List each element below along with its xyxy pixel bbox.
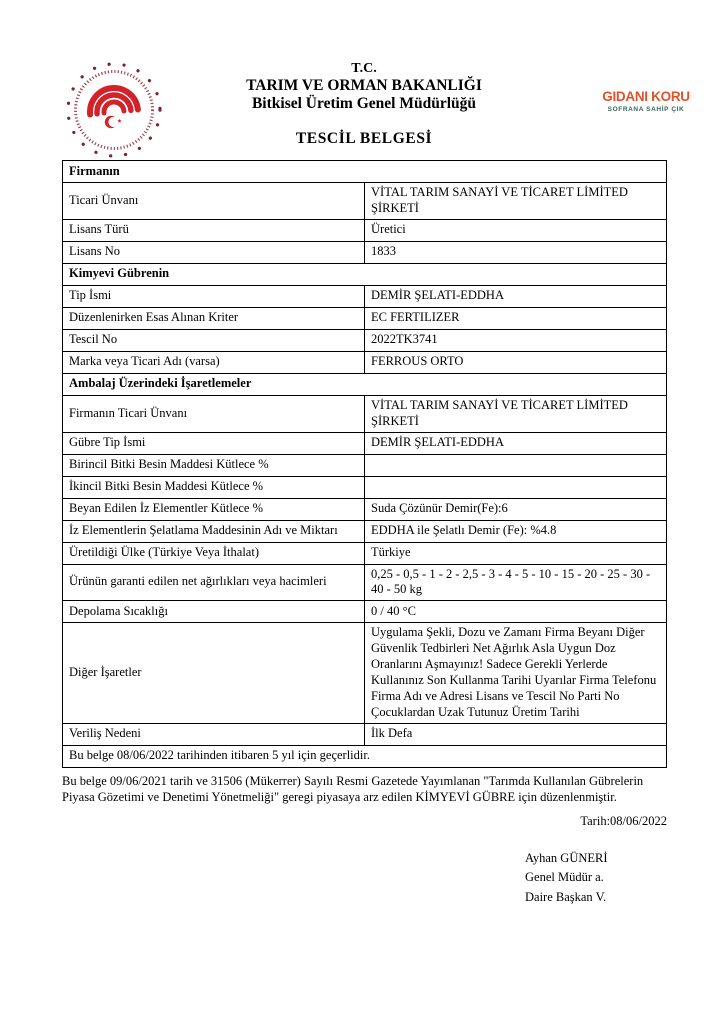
field-value: 0,25 - 0,5 - 1 - 2 - 2,5 - 3 - 4 - 5 - 10 - 15 - 20 - 25 - 30 - 40 - 50 kg [365, 564, 667, 601]
field-label: Lisans No [63, 241, 365, 263]
field-label: Diğer İşaretler [63, 623, 365, 723]
validity-note: Bu belge 08/06/2022 tarihinden itibaren 5 yıl için geçerlidir. [63, 745, 667, 767]
directorate-name: Bitkisel Üretim Genel Müdürlüğü [251, 95, 477, 112]
field-label: Tip İsmi [63, 285, 365, 307]
table-row [63, 373, 667, 395]
field-value: 0 / 40 °C [365, 601, 667, 623]
table-row [63, 476, 667, 498]
field-value: EC FERTILIZER [365, 307, 667, 329]
field-value [365, 476, 667, 498]
signatory-name: Ayhan GÜNERİ [525, 851, 608, 865]
section-header: Kimyevi Gübrenin [63, 263, 667, 285]
campaign-title: GIDANI KORU [602, 89, 690, 104]
table-row [63, 520, 667, 542]
field-label: Marka veya Ticari Adı (varsa) [63, 351, 365, 373]
field-value: 1833 [365, 241, 667, 263]
table-row [63, 241, 667, 263]
issue-date: Tarih:08/06/2022 [580, 814, 667, 828]
gidani-koru-logo [590, 90, 702, 113]
section-header: Firmanın [63, 161, 667, 183]
table-row [63, 285, 667, 307]
table-row [63, 601, 667, 623]
table-row [63, 564, 667, 601]
document-footer [62, 773, 667, 908]
field-value: FERROUS ORTO [365, 351, 667, 373]
table-row [63, 219, 667, 241]
document-title: TESCİL BELGESİ [295, 130, 433, 147]
ministry-seal-logo [64, 60, 164, 160]
signature-block [525, 849, 667, 907]
field-label: Lisans Türü [63, 219, 365, 241]
table-row [63, 263, 667, 285]
republic-abbreviation: T.C. [351, 61, 377, 76]
table-row [63, 432, 667, 454]
field-value: İlk Defa [365, 723, 667, 745]
field-label: Ticari Ünvanı [63, 183, 365, 220]
field-value: VİTAL TARIM SANAYİ VE TİCARET LİMİTED ŞİRKETİ [365, 395, 667, 432]
field-label: Birincil Bitki Besin Maddesi Kütlece % [63, 454, 365, 476]
document-header [0, 0, 728, 160]
regulation-note: Bu belge 09/06/2021 tarih ve 31506 (Mükerrer) Sayılı Resmi Gazetede Yayımlanan "Tarımda Kullanılan Gübrelerin Piyasa Gözetimi ve Denetimi Yönetmeliği" geregi piyasaya arz edilen KİMYEVİ GÜBRE için düzenlenmiştir. [62, 773, 644, 804]
field-value: Suda Çözünür Demir(Fe):6 [365, 498, 667, 520]
table-row [63, 623, 667, 723]
field-label: İkincil Bitki Besin Maddesi Kütlece % [63, 476, 365, 498]
field-value: VİTAL TARIM SANAYİ VE TİCARET LİMİTED ŞİRKETİ [365, 183, 667, 220]
campaign-subtitle: SOFRANA SAHİP ÇIK [607, 106, 685, 113]
table-row [63, 454, 667, 476]
table-row [63, 542, 667, 564]
field-value: DEMİR ŞELATI-EDDHA [365, 432, 667, 454]
ministry-name: TARIM VE ORMAN BAKANLIĞI [246, 77, 482, 94]
field-value: EDDHA ile Şelatlı Demir (Fe): %4.8 [365, 520, 667, 542]
certificate-table [62, 160, 667, 768]
table-row [63, 307, 667, 329]
field-label: Üretildiği Ülke (Türkiye Veya İthalat) [63, 542, 365, 564]
table-row [63, 183, 667, 220]
field-value: 2022TK3741 [365, 329, 667, 351]
field-label: Tescil No [63, 329, 365, 351]
table-row [63, 498, 667, 520]
field-label: Beyan Edilen İz Elementler Kütlece % [63, 498, 365, 520]
table-row [63, 329, 667, 351]
table-row [63, 351, 667, 373]
table-row [63, 723, 667, 745]
field-label: Depolama Sıcaklığı [63, 601, 365, 623]
field-label: Veriliş Nedeni [63, 723, 365, 745]
signatory-title-2: Daire Başkan V. [525, 889, 607, 904]
signatory-title-1: Genel Müdür a. [525, 870, 604, 885]
field-label: İz Elementlerin Şelatlama Maddesinin Adı ve Miktarı [63, 520, 365, 542]
field-value: Uygulama Şekli, Dozu ve Zamanı Firma Beyanı Diğer Güvenlik Tedbirleri Net Ağırlık Asla Uygun Doz Oranlarını Aşmayınız! Sadece Gerekli Yerlerde Kullanınız Son Kullanma Tarihi Uyarılar Firma Telefonu Firma Adı ve Adresi Lisans ve Tescil No Parti No Çocuklardan Uzak Tutunuz Üretim Tarihi [365, 623, 667, 723]
field-value: DEMİR ŞELATI-EDDHA [365, 285, 667, 307]
table-row [63, 161, 667, 183]
field-label: Gübre Tip İsmi [63, 432, 365, 454]
certificate-table-body [63, 161, 667, 768]
field-label: Firmanın Ticari Ünvanı [63, 395, 365, 432]
field-label: Ürünün garanti edilen net ağırlıkları veya hacimleri [63, 564, 365, 601]
field-value [365, 454, 667, 476]
field-label: Düzenlenirken Esas Alınan Kriter [63, 307, 365, 329]
field-value: Türkiye [365, 542, 667, 564]
table-row [63, 745, 667, 767]
table-row [63, 395, 667, 432]
section-header: Ambalaj Üzerindeki İşaretlemeler [63, 373, 667, 395]
field-value: Üretici [365, 219, 667, 241]
